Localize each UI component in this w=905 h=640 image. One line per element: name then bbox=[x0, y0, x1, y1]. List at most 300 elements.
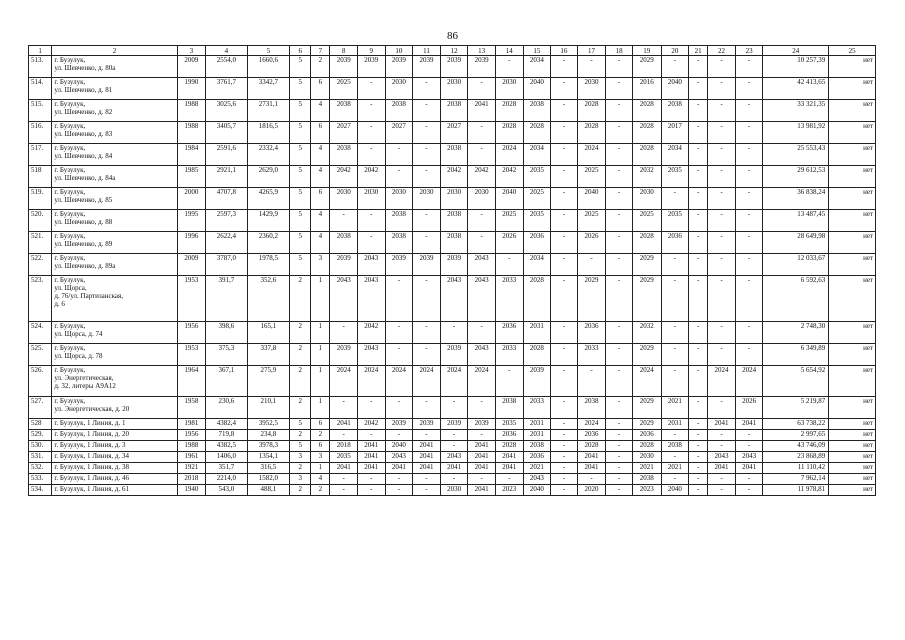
cell-col-22: - bbox=[708, 397, 736, 419]
address-cell bbox=[52, 344, 177, 366]
cell-col-16: - bbox=[551, 419, 578, 430]
row-number: 514. bbox=[29, 78, 52, 100]
cell-col-16: - bbox=[551, 166, 578, 188]
cell-col-11: - bbox=[413, 122, 441, 144]
cell-col-24: 2 997,65 bbox=[763, 430, 829, 441]
cell-col-19: 2032 bbox=[632, 166, 661, 188]
cell-col-20: - bbox=[661, 322, 689, 344]
cell-col-21: - bbox=[689, 397, 708, 419]
cell-col-5: 3342,7 bbox=[247, 78, 289, 100]
cell-col-20: 2040 bbox=[661, 78, 689, 100]
cell-col-5: 4265,9 bbox=[247, 188, 289, 210]
address-cell bbox=[52, 441, 177, 452]
cell-col-25: нет bbox=[829, 452, 876, 463]
cell-col-8: 2024 bbox=[330, 366, 358, 397]
row-number: 520. bbox=[29, 210, 52, 232]
cell-col-7: 1 bbox=[311, 276, 330, 322]
cell-col-21: - bbox=[689, 276, 708, 322]
cell-col-10: - bbox=[385, 276, 413, 322]
cell-col-3: 1956 bbox=[177, 322, 206, 344]
cell-col-6: 5 bbox=[290, 122, 311, 144]
address-cell bbox=[52, 166, 177, 188]
cell-col-10: 2027 bbox=[385, 122, 413, 144]
cell-col-6: 2 bbox=[290, 366, 311, 397]
cell-col-21: - bbox=[689, 56, 708, 78]
address-line: ул. Щорса, д. 78 bbox=[54, 352, 103, 360]
cell-col-11: - bbox=[413, 474, 441, 485]
cell-col-12: 2038 bbox=[440, 144, 468, 166]
cell-col-19: 2036 bbox=[632, 430, 661, 441]
cell-col-24: 6 349,89 bbox=[763, 344, 829, 366]
table-row bbox=[29, 276, 876, 322]
header-cell-1: 1 bbox=[29, 46, 52, 56]
cell-col-15: 2031 bbox=[523, 419, 551, 430]
cell-col-4: 2591,6 bbox=[206, 144, 247, 166]
cell-col-21: - bbox=[689, 485, 708, 496]
cell-col-10: 2039 bbox=[385, 419, 413, 430]
cell-col-23: 2026 bbox=[735, 397, 763, 419]
cell-col-21: - bbox=[689, 441, 708, 452]
cell-col-4: 2622,4 bbox=[206, 232, 247, 254]
cell-col-9: 2041 bbox=[357, 441, 385, 452]
cell-col-15: 2028 bbox=[523, 344, 551, 366]
cell-col-4: 3405,7 bbox=[206, 122, 247, 144]
cell-col-17: 2038 bbox=[577, 397, 606, 419]
row-number: 513. bbox=[29, 56, 52, 78]
cell-col-13: - bbox=[468, 474, 496, 485]
cell-col-22: - bbox=[708, 344, 736, 366]
cell-col-4: 543,0 bbox=[206, 485, 247, 496]
row-number: 522. bbox=[29, 254, 52, 276]
address-line: ул. Шевченко, д. 89 bbox=[54, 240, 113, 248]
address-line: г. Бузулук, 1 Линия, д. 1 bbox=[54, 419, 126, 427]
header-cell-11: 11 bbox=[413, 46, 441, 56]
address-line: г. Бузулук, bbox=[54, 78, 86, 86]
cell-col-13: - bbox=[468, 397, 496, 419]
cell-col-16: - bbox=[551, 122, 578, 144]
cell-col-17: - bbox=[577, 474, 606, 485]
cell-col-12: - bbox=[440, 474, 468, 485]
cell-col-12: - bbox=[440, 430, 468, 441]
cell-col-11: 2041 bbox=[413, 463, 441, 474]
cell-col-7: 4 bbox=[311, 232, 330, 254]
cell-col-13: 2041 bbox=[468, 100, 496, 122]
cell-col-12: 2043 bbox=[440, 276, 468, 322]
table-row bbox=[29, 56, 876, 78]
cell-col-13: - bbox=[468, 430, 496, 441]
cell-col-3: 2009 bbox=[177, 254, 206, 276]
cell-col-18: - bbox=[606, 56, 633, 78]
row-number: 532. bbox=[29, 463, 52, 474]
cell-col-8: 2041 bbox=[330, 419, 358, 430]
cell-col-6: 5 bbox=[290, 144, 311, 166]
cell-col-23: - bbox=[735, 474, 763, 485]
header-cell-10: 10 bbox=[385, 46, 413, 56]
cell-col-4: 3787,0 bbox=[206, 254, 247, 276]
address-line: г. Бузулук, bbox=[54, 322, 86, 330]
cell-col-15: 2038 bbox=[523, 100, 551, 122]
cell-col-19: 2030 bbox=[632, 188, 661, 210]
cell-col-24: 5 654,92 bbox=[763, 366, 829, 397]
cell-col-20: 2038 bbox=[661, 100, 689, 122]
header-cell-2: 2 bbox=[52, 46, 177, 56]
cell-col-12: 2038 bbox=[440, 210, 468, 232]
cell-col-11: - bbox=[413, 322, 441, 344]
cell-col-9: 2043 bbox=[357, 254, 385, 276]
cell-col-10: - bbox=[385, 344, 413, 366]
cell-col-24: 63 738,22 bbox=[763, 419, 829, 430]
address-line: г. Бузулук, bbox=[54, 166, 86, 174]
address-line: ул. Шевченко, д. 84а bbox=[54, 174, 116, 182]
cell-col-25: нет bbox=[829, 322, 876, 344]
cell-col-7: 1 bbox=[311, 463, 330, 474]
cell-col-7: 1 bbox=[311, 322, 330, 344]
cell-col-24: 28 649,98 bbox=[763, 232, 829, 254]
cell-col-6: 5 bbox=[290, 254, 311, 276]
cell-col-15: 2031 bbox=[523, 322, 551, 344]
cell-col-6: 2 bbox=[290, 463, 311, 474]
header-row bbox=[29, 46, 876, 56]
cell-col-8: 2030 bbox=[330, 188, 358, 210]
cell-col-3: 1995 bbox=[177, 210, 206, 232]
cell-col-21: - bbox=[689, 122, 708, 144]
cell-col-3: 1953 bbox=[177, 344, 206, 366]
cell-col-4: 3025,6 bbox=[206, 100, 247, 122]
cell-col-7: 4 bbox=[311, 144, 330, 166]
cell-col-10: 2040 bbox=[385, 441, 413, 452]
cell-col-5: 2332,4 bbox=[247, 144, 289, 166]
cell-col-13: 2024 bbox=[468, 366, 496, 397]
address-line: г. Бузулук, 1 Линия, д. 34 bbox=[54, 452, 129, 460]
cell-col-10: 2024 bbox=[385, 366, 413, 397]
cell-col-13: - bbox=[468, 322, 496, 344]
cell-col-3: 2009 bbox=[177, 56, 206, 78]
page-number: 86 bbox=[447, 30, 458, 42]
cell-col-11: 2039 bbox=[413, 254, 441, 276]
cell-col-18: - bbox=[606, 232, 633, 254]
cell-col-18: - bbox=[606, 322, 633, 344]
cell-col-8: 2042 bbox=[330, 166, 358, 188]
cell-col-13: 2041 bbox=[468, 485, 496, 496]
cell-col-23: - bbox=[735, 122, 763, 144]
cell-col-9: 2042 bbox=[357, 322, 385, 344]
cell-col-16: - bbox=[551, 474, 578, 485]
cell-col-8: 2043 bbox=[330, 276, 358, 322]
cell-col-20: - bbox=[661, 188, 689, 210]
cell-col-11: - bbox=[413, 397, 441, 419]
cell-col-19: 2028 bbox=[632, 441, 661, 452]
header-cell-14: 14 bbox=[495, 46, 523, 56]
cell-col-19: 2038 bbox=[632, 474, 661, 485]
cell-col-3: 1956 bbox=[177, 430, 206, 441]
cell-col-11: - bbox=[413, 276, 441, 322]
address-cell bbox=[52, 232, 177, 254]
cell-col-15: 2034 bbox=[523, 254, 551, 276]
row-number: 519. bbox=[29, 188, 52, 210]
cell-col-21: - bbox=[689, 366, 708, 397]
cell-col-7: 4 bbox=[311, 474, 330, 485]
cell-col-9: - bbox=[357, 232, 385, 254]
cell-col-18: - bbox=[606, 122, 633, 144]
cell-col-25: нет bbox=[829, 100, 876, 122]
row-number: 529. bbox=[29, 430, 52, 441]
table-row bbox=[29, 344, 876, 366]
row-number: 515. bbox=[29, 100, 52, 122]
cell-col-5: 316,5 bbox=[247, 463, 289, 474]
cell-col-20: 2034 bbox=[661, 144, 689, 166]
cell-col-20: 2040 bbox=[661, 485, 689, 496]
cell-col-6: 5 bbox=[290, 78, 311, 100]
cell-col-10: 2030 bbox=[385, 78, 413, 100]
table-row bbox=[29, 485, 876, 496]
cell-col-23: 2041 bbox=[735, 463, 763, 474]
cell-col-13: 2041 bbox=[468, 463, 496, 474]
cell-col-12: - bbox=[440, 441, 468, 452]
table-row bbox=[29, 419, 876, 430]
cell-col-3: 1988 bbox=[177, 122, 206, 144]
cell-col-5: 165,1 bbox=[247, 322, 289, 344]
table-row bbox=[29, 144, 876, 166]
cell-col-21: - bbox=[689, 344, 708, 366]
cell-col-11: - bbox=[413, 344, 441, 366]
cell-col-19: 2029 bbox=[632, 56, 661, 78]
cell-col-15: 2034 bbox=[523, 144, 551, 166]
cell-col-4: 2597,3 bbox=[206, 210, 247, 232]
table-body bbox=[29, 56, 876, 496]
address-line: г. Бузулук, bbox=[54, 188, 86, 196]
cell-col-5: 337,8 bbox=[247, 344, 289, 366]
cell-col-11: 2030 bbox=[413, 188, 441, 210]
cell-col-25: нет bbox=[829, 397, 876, 419]
cell-col-5: 1660,6 bbox=[247, 56, 289, 78]
cell-col-16: - bbox=[551, 276, 578, 322]
cell-col-8: 2038 bbox=[330, 232, 358, 254]
cell-col-12: 2042 bbox=[440, 166, 468, 188]
cell-col-17: 2030 bbox=[577, 78, 606, 100]
cell-col-12: 2030 bbox=[440, 485, 468, 496]
cell-col-10: 2043 bbox=[385, 452, 413, 463]
cell-col-9: 2039 bbox=[357, 56, 385, 78]
cell-col-14: 2040 bbox=[495, 188, 523, 210]
cell-col-23: - bbox=[735, 430, 763, 441]
address-line: г. Бузулук, bbox=[54, 397, 86, 405]
cell-col-17: 2036 bbox=[577, 322, 606, 344]
address-line: ул. Щорса, д. 74 bbox=[54, 330, 103, 338]
cell-col-3: 1964 bbox=[177, 366, 206, 397]
address-line: ул. Щорса, bbox=[54, 284, 87, 292]
table-row bbox=[29, 441, 876, 452]
cell-col-25: нет bbox=[829, 474, 876, 485]
cell-col-3: 1921 bbox=[177, 463, 206, 474]
cell-col-3: 1984 bbox=[177, 144, 206, 166]
cell-col-15: 2043 bbox=[523, 474, 551, 485]
cell-col-25: нет bbox=[829, 56, 876, 78]
cell-col-7: 1 bbox=[311, 344, 330, 366]
cell-col-14: 2026 bbox=[495, 232, 523, 254]
address-line: ул. Энергетическая, д. 20 bbox=[54, 405, 130, 413]
cell-col-23: - bbox=[735, 441, 763, 452]
cell-col-4: 4382,5 bbox=[206, 441, 247, 452]
cell-col-7: 2 bbox=[311, 430, 330, 441]
cell-col-3: 1958 bbox=[177, 397, 206, 419]
cell-col-12: 2038 bbox=[440, 232, 468, 254]
cell-col-13: 2041 bbox=[468, 441, 496, 452]
row-number: 527. bbox=[29, 397, 52, 419]
cell-col-18: - bbox=[606, 78, 633, 100]
row-number: 518 bbox=[29, 166, 52, 188]
cell-col-7: 6 bbox=[311, 188, 330, 210]
cell-col-9: 2043 bbox=[357, 344, 385, 366]
cell-col-3: 2018 bbox=[177, 474, 206, 485]
cell-col-10: 2038 bbox=[385, 100, 413, 122]
cell-col-24: 29 612,53 bbox=[763, 166, 829, 188]
cell-col-8: 2041 bbox=[330, 463, 358, 474]
cell-col-10: - bbox=[385, 322, 413, 344]
cell-col-12: 2030 bbox=[440, 78, 468, 100]
cell-col-22: - bbox=[708, 188, 736, 210]
cell-col-13: 2039 bbox=[468, 419, 496, 430]
table-row bbox=[29, 397, 876, 419]
cell-col-19: 2029 bbox=[632, 344, 661, 366]
cell-col-13: - bbox=[468, 232, 496, 254]
cell-col-13: - bbox=[468, 210, 496, 232]
cell-col-7: 3 bbox=[311, 452, 330, 463]
cell-col-12: - bbox=[440, 397, 468, 419]
cell-col-22: - bbox=[708, 322, 736, 344]
cell-col-15: 2034 bbox=[523, 56, 551, 78]
cell-col-11: - bbox=[413, 144, 441, 166]
cell-col-18: - bbox=[606, 463, 633, 474]
address-line: ул. Шевченко, д. 84 bbox=[54, 152, 113, 160]
address-cell bbox=[52, 474, 177, 485]
cell-col-25: нет bbox=[829, 78, 876, 100]
header-cell-4: 4 bbox=[206, 46, 247, 56]
cell-col-20: - bbox=[661, 344, 689, 366]
cell-col-20: - bbox=[661, 452, 689, 463]
cell-col-18: - bbox=[606, 419, 633, 430]
table-header bbox=[29, 46, 876, 56]
cell-col-3: 1940 bbox=[177, 485, 206, 496]
cell-col-17: 2028 bbox=[577, 100, 606, 122]
cell-col-6: 5 bbox=[290, 56, 311, 78]
header-cell-19: 19 bbox=[632, 46, 661, 56]
cell-col-6: 5 bbox=[290, 441, 311, 452]
cell-col-20: 2036 bbox=[661, 232, 689, 254]
cell-col-14: 2028 bbox=[495, 441, 523, 452]
cell-col-19: 2029 bbox=[632, 276, 661, 322]
cell-col-5: 1582,0 bbox=[247, 474, 289, 485]
cell-col-24: 11 110,42 bbox=[763, 463, 829, 474]
cell-col-13: 2041 bbox=[468, 452, 496, 463]
cell-col-6: 5 bbox=[290, 419, 311, 430]
cell-col-6: 2 bbox=[290, 344, 311, 366]
cell-col-24: 5 219,87 bbox=[763, 397, 829, 419]
cell-col-10: - bbox=[385, 474, 413, 485]
cell-col-9: 2041 bbox=[357, 463, 385, 474]
address-cell bbox=[52, 485, 177, 496]
address-cell bbox=[52, 322, 177, 344]
cell-col-22: - bbox=[708, 254, 736, 276]
cell-col-23: - bbox=[735, 254, 763, 276]
cell-col-18: - bbox=[606, 100, 633, 122]
cell-col-16: - bbox=[551, 56, 578, 78]
cell-col-10: - bbox=[385, 166, 413, 188]
cell-col-16: - bbox=[551, 210, 578, 232]
row-number: 521. bbox=[29, 232, 52, 254]
cell-col-7: 4 bbox=[311, 210, 330, 232]
cell-col-11: - bbox=[413, 166, 441, 188]
cell-col-5: 352,6 bbox=[247, 276, 289, 322]
cell-col-13: - bbox=[468, 78, 496, 100]
address-line: г. Бузулук, bbox=[54, 210, 86, 218]
cell-col-18: - bbox=[606, 452, 633, 463]
cell-col-17: 2024 bbox=[577, 419, 606, 430]
cell-col-9: - bbox=[357, 485, 385, 496]
cell-col-12: - bbox=[440, 322, 468, 344]
cell-col-23: - bbox=[735, 344, 763, 366]
address-line: г. Бузулук, bbox=[54, 232, 86, 240]
cell-col-21: - bbox=[689, 419, 708, 430]
cell-col-23: - bbox=[735, 232, 763, 254]
cell-col-8: - bbox=[330, 210, 358, 232]
cell-col-19: 2032 bbox=[632, 322, 661, 344]
cell-col-15: 2033 bbox=[523, 397, 551, 419]
cell-col-20: - bbox=[661, 254, 689, 276]
cell-col-17: 2036 bbox=[577, 430, 606, 441]
cell-col-25: нет bbox=[829, 344, 876, 366]
cell-col-8: 2027 bbox=[330, 122, 358, 144]
address-line: ул. Шевченко, д. 83 bbox=[54, 130, 113, 138]
cell-col-17: 2041 bbox=[577, 452, 606, 463]
cell-col-11: 2024 bbox=[413, 366, 441, 397]
cell-col-10: 2038 bbox=[385, 232, 413, 254]
cell-col-6: 5 bbox=[290, 232, 311, 254]
cell-col-5: 1354,1 bbox=[247, 452, 289, 463]
cell-col-11: - bbox=[413, 430, 441, 441]
cell-col-21: - bbox=[689, 232, 708, 254]
cell-col-15: 2028 bbox=[523, 122, 551, 144]
cell-col-7: 3 bbox=[311, 254, 330, 276]
cell-col-22: - bbox=[708, 122, 736, 144]
cell-col-11: 2039 bbox=[413, 419, 441, 430]
cell-col-9: 2030 bbox=[357, 188, 385, 210]
cell-col-22: - bbox=[708, 441, 736, 452]
address-cell bbox=[52, 397, 177, 419]
cell-col-19: 2029 bbox=[632, 397, 661, 419]
cell-col-9: - bbox=[357, 210, 385, 232]
cell-col-8: 2035 bbox=[330, 452, 358, 463]
cell-col-25: нет bbox=[829, 276, 876, 322]
cell-col-10: 2038 bbox=[385, 210, 413, 232]
table-row bbox=[29, 166, 876, 188]
header-cell-21: 21 bbox=[689, 46, 708, 56]
cell-col-6: 2 bbox=[290, 397, 311, 419]
cell-col-16: - bbox=[551, 322, 578, 344]
cell-col-19: 2030 bbox=[632, 452, 661, 463]
cell-col-19: 2024 bbox=[632, 366, 661, 397]
cell-col-11: 2041 bbox=[413, 441, 441, 452]
cell-col-18: - bbox=[606, 366, 633, 397]
cell-col-21: - bbox=[689, 452, 708, 463]
cell-col-22: - bbox=[708, 485, 736, 496]
row-number: 524. bbox=[29, 322, 52, 344]
table-row bbox=[29, 322, 876, 344]
address-line: г. Бузулук, bbox=[54, 344, 86, 352]
cell-col-4: 2554,0 bbox=[206, 56, 247, 78]
cell-col-4: 719,8 bbox=[206, 430, 247, 441]
header-cell-23: 23 bbox=[735, 46, 763, 56]
cell-col-8: 2018 bbox=[330, 441, 358, 452]
